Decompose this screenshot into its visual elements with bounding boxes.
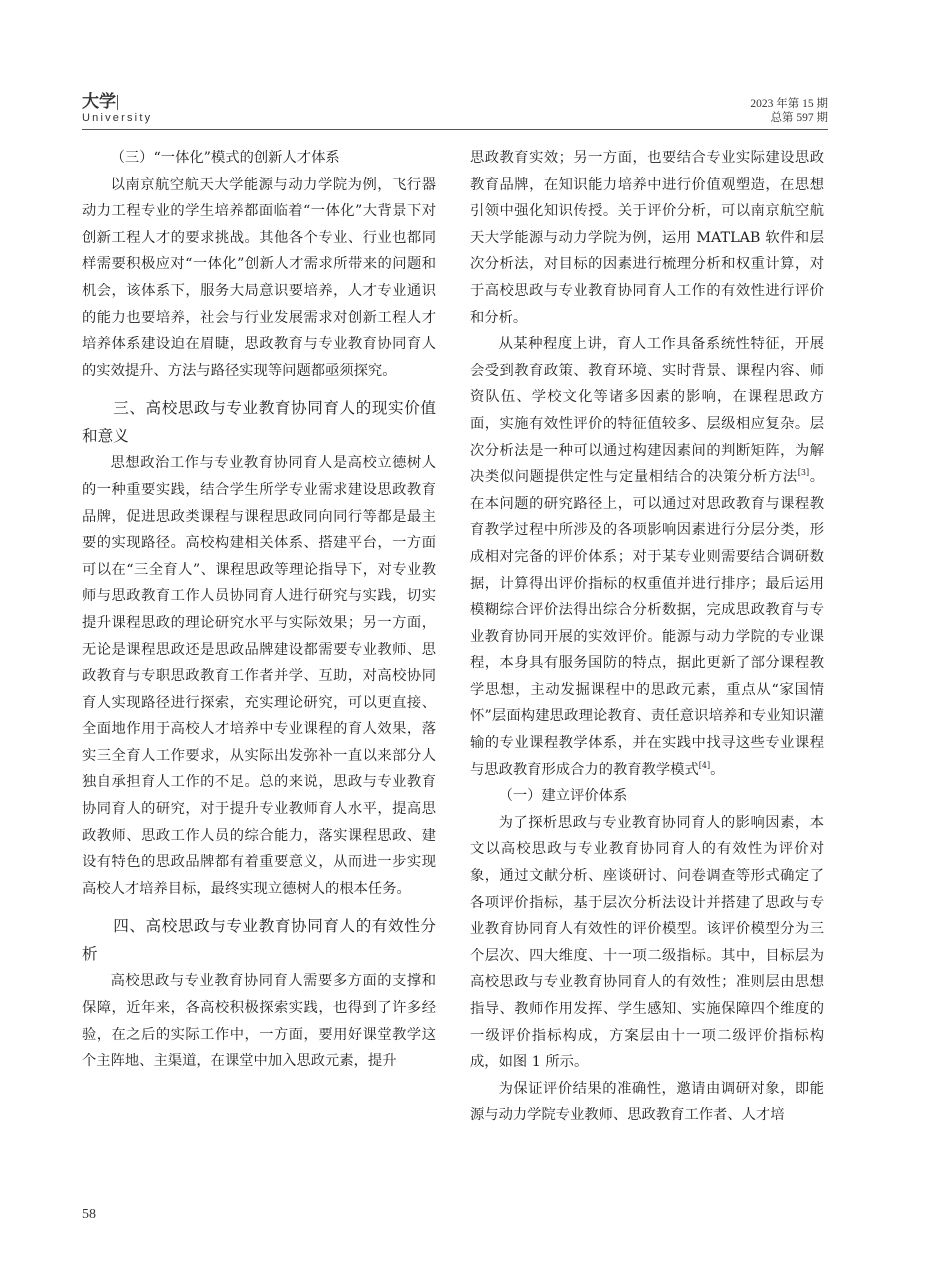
journal-name-en: University xyxy=(82,112,153,124)
paragraph: 为保证评价结果的准确性，邀请由调研对象，即能源与动力学院专业教师、思政教育工作者、人才培 xyxy=(470,1080,824,1124)
section-heading: 三、高校思政与专业教育协同育人的现实价值和意义 xyxy=(82,399,436,446)
issue-info xyxy=(750,97,828,125)
paragraph-text: 。 xyxy=(710,761,725,778)
paragraph: 为了探析思政与专业教育协同育人的影响因素，本文以高校思政与专业教育协同育人的有效性为评价对象，通过文献分析、座谈研讨、问卷调查等形式确定了各项评价指标，基于层次分析法设计并搭建了思政与专业教育协同育人有效性的评价模型。该评价模型分为三个层次、四大维度、十一项二级指标。其中，目标层为高校思政与专业教育协同育人的有效性；准则层由思想指导、教师作用发挥、学生感知、实施保障四个维度的一级评价指标构成，方案层由十一项二级评价指标构成，如图 1 所示。 xyxy=(470,814,824,1071)
page-number: 58 xyxy=(82,1207,96,1222)
paragraph-text: 从某种程度上讲，育人工作具备系统性特征，开展会受到教育政策、教育环境、实时背景、课程内容、师资队伍、学校文化等诸多因素的影响，在课程思政方面，实施有效性评价的特征值较多、层级相应复杂。层次分析法是一种可以通过构建因素间的判断矩阵，为解决类似问题提供定性与定量相结合的决策分析方法 xyxy=(470,336,824,486)
spacer xyxy=(82,384,436,394)
left-column xyxy=(82,145,436,1075)
citation-ref[interactable]: [4] xyxy=(698,760,711,770)
paragraph: 以南京航空航天大学能源与动力学院为例，飞行器动力工程专业的学生培养都面临着“一体化”大背景下对创新工程人才的要求挑战。其他各个专业、行业也都同样需要积极应对“一体化”创新人才需求所带来的问题和机会，该体系下，服务大局意识要培养，人才专业通识的能力也要培养，社会与行业发展需求对创新工程人才培养体系建设迫在眉睫，思政教育与专业教育协同育人的实效提升、方法与路径实现等问题都亟须探究。 xyxy=(82,176,436,379)
journal-logo xyxy=(82,92,152,124)
spacer xyxy=(82,902,436,912)
subsection-heading: （三）“一体化”模式的创新人才体系 xyxy=(110,150,340,166)
subsection-heading: （一）建立评价体系 xyxy=(498,788,628,805)
journal-name-cn: 大学 xyxy=(82,92,116,112)
paragraph: 思想政治工作与专业教育协同育人是高校立德树人的一种重要实践，结合学生所学专业需求建设思政教育品牌，促进思政类课程与课程思政同向同行等都是最主要的实现路径。高校构建相关体系、搭建平台，一方面可以在“三全育人”、课程思政等理论指导下，对专业教师与思政教育工作人员协同育人进行研究与实践，切实提升课程思政的理论研究水平与实际效果；另一方面，无论是课程思政还是思政品牌建设都需要专业教师、思政教育与专职思政教育工作者并学、互助，对高校协同育人实现路径进行探索，充实理论研究，可以更直接、全面地作用于高校人才培养中专业课程的育人效果，落实三全育人工作要求，从实际出发弥补一直以来部分人独自承担育人工作的不足。总的来说，思政与专业教育协同育人的研究，对于提升专业教师育人水平，提高思政教师、思政工作人员的综合能力，落实课程思政、建设有特色的思政品牌都有着重要意义，从而进一步实现高校人才培养目标，最终实现立德树人的根本任务。 xyxy=(82,455,436,897)
total-issue-number: 总第 597 期 xyxy=(770,112,828,124)
citation-ref[interactable]: [3] xyxy=(797,468,810,478)
section-heading: 四、高校思政与专业教育协同育人的有效性分析 xyxy=(82,917,436,964)
logo-bar xyxy=(117,95,118,110)
paragraph-text: 。在本问题的研究路径上，可以通过对思政教育与课程教育教学过程中所涉及的各项影响因素进行分层分类，形成相对完备的评价体系；对于某专业则需要结合调研数据，计算得出评价指标的权重值并进行排序；最后运用模糊综合评价法得出综合分析数据，完成思政教育与专业教育协同开展的实效评价。能源与动力学院的专业课程，本身具有服务国防的特点，据此更新了部分课程教学思想，主动发掘课程中的思政元素，重点从“家国情怀”层面构建思政理论教育、责任意识培养和专业知识灌输的专业课程教学体系，并在实践中找寻这些专业课程与思政教育形成合力的教育教学模式 xyxy=(470,469,825,778)
paragraph: 思政教育实效；另一方面，也要结合专业实际建设思政教育品牌，在知识能力培养中进行价值观塑造，在思想引领中强化知识传授。关于评价分析，可以南京航空航天大学能源与动力学院为例，运用 MATLAB 软件和层次分析法，对目标的因素进行梳理分析和权重计算，对于高校思政与专业教育协同育人工作的有效性进行评价和分析。 xyxy=(470,150,824,326)
issue-number: 2023 年第 15 期 xyxy=(750,98,828,110)
paragraph xyxy=(470,331,824,783)
paragraph: 高校思政与专业教育协同育人需要多方面的支撑和保障，近年来，各高校积极探索实践，也得到了许多经验，在之后的实际工作中，一方面，要用好课堂教学这个主阵地、主渠道，在课堂中加入思政元素，提升 xyxy=(82,973,436,1070)
header-rule xyxy=(82,129,828,130)
right-column xyxy=(470,145,824,1129)
